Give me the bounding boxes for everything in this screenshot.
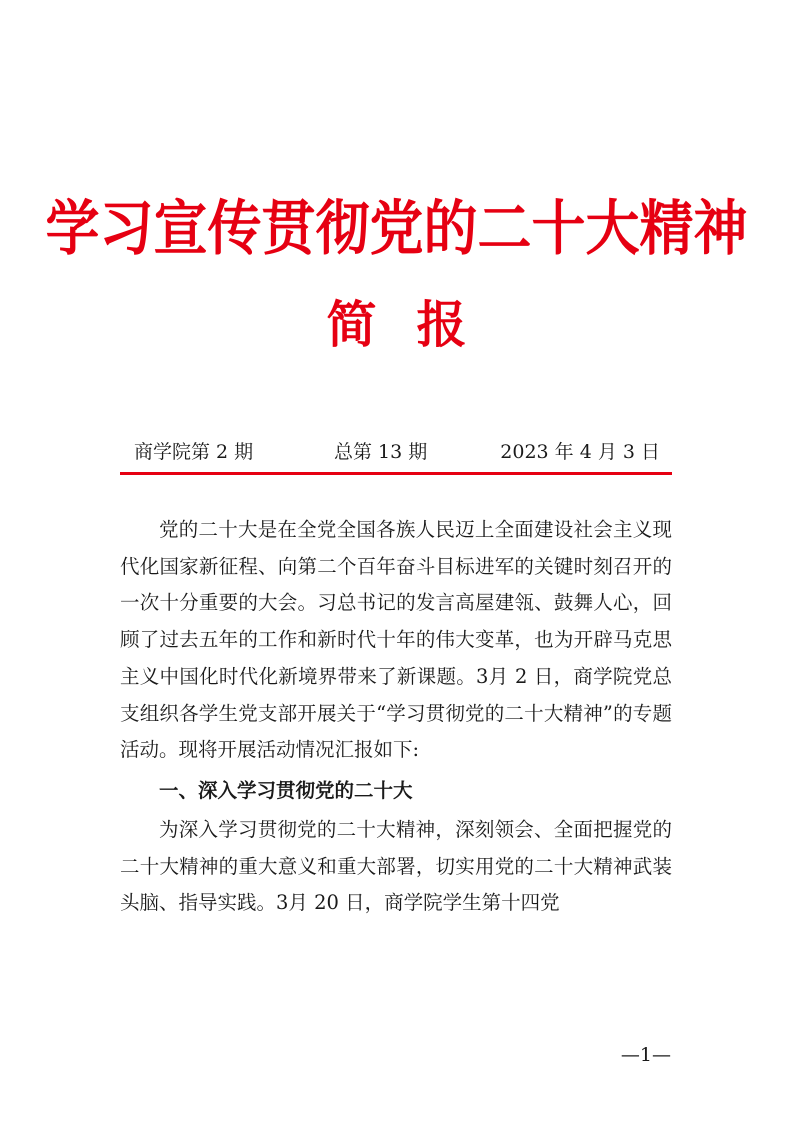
section-heading: 一、深入学习贯彻党的二十大 <box>159 778 413 802</box>
body-content <box>120 512 672 922</box>
page-number: —1— <box>620 1044 671 1066</box>
document-title: 学习宣传贯彻党的二十大精神 <box>45 192 748 264</box>
intro-paragraph: 党的二十大是在全党全国各族人民迈上全面建设社会主义现代化国家新征程、向第二个百年奋斗目标进军的关键时刻召开的一次十分重要的大会。习总书记的发言高屋建瓴、鼓舞人心，回顾了过去五年的工作和新时代十年的伟大变革，也为开辟马克思主义中国化时代化新境界带来了新课题。3月 2 日，商学院党总支组织各学生党支部开展关于“学习贯彻党的二十大精神”的专题活动。现将开展活动情况汇报如下: <box>120 518 672 762</box>
red-divider-line <box>120 472 672 475</box>
issue-date: 2023 年 4 月 3 日 <box>500 441 660 463</box>
unit-issue-number: 商学院第 2 期 <box>134 441 254 463</box>
section-paragraph: 为深入学习贯彻党的二十大精神，深刻领会、全面把握党的二十大精神的重大意义和重大部署，切实用党的二十大精神武装头脑、指导实践。3月 20 日，商学院学生第十四党 <box>120 817 672 915</box>
document-subtitle: 简报 <box>326 295 507 354</box>
total-issue-number: 总第 13 期 <box>334 441 428 463</box>
issue-info-row <box>120 437 672 467</box>
